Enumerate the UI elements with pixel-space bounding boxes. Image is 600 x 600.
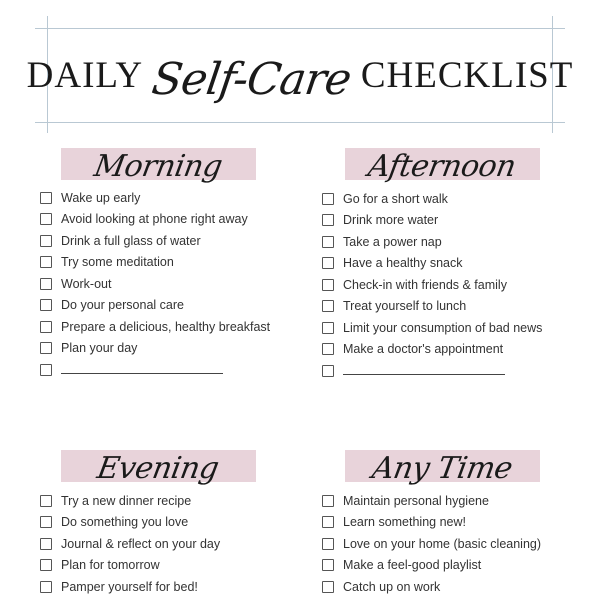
title-frame-top-line (35, 28, 565, 29)
checkbox[interactable] (322, 300, 334, 312)
checkbox[interactable] (40, 321, 52, 333)
item-label: Try a new dinner recipe (61, 493, 192, 508)
checklist-item-blank (322, 360, 542, 382)
checklist-item (322, 274, 542, 296)
checkbox[interactable] (40, 235, 52, 247)
anytime-header-label: Any Time (369, 451, 515, 486)
checkbox[interactable] (322, 559, 334, 571)
page-title (26, 40, 574, 110)
title-frame-bottom-line (35, 122, 565, 123)
item-label: Have a healthy snack (343, 256, 463, 271)
checklist-item (322, 339, 542, 361)
checkbox[interactable] (322, 257, 334, 269)
blank-write-in-line[interactable] (61, 373, 223, 374)
checkbox[interactable] (322, 365, 334, 377)
checklist-item (322, 231, 542, 253)
checklist-item-blank (40, 359, 270, 381)
item-label: Journal & reflect on your day (61, 536, 221, 551)
checklist-item (40, 316, 270, 338)
item-label: Catch up on work (343, 579, 441, 594)
checklist-item (40, 555, 220, 577)
evening-header-label: Evening (94, 451, 222, 486)
title-word-daily: DAILY (26, 54, 144, 96)
checkbox[interactable] (40, 342, 52, 354)
checkbox[interactable] (40, 364, 52, 376)
checkbox[interactable] (322, 322, 334, 334)
title-word-checklist: CHECKLIST (360, 54, 574, 96)
checkbox[interactable] (40, 299, 52, 311)
checkbox[interactable] (322, 581, 334, 593)
evening-checklist (40, 490, 220, 598)
item-label: Do your personal care (61, 298, 184, 313)
item-label: Plan your day (61, 341, 138, 356)
checkbox[interactable] (322, 495, 334, 507)
checkbox[interactable] (40, 192, 52, 204)
checkbox[interactable] (40, 538, 52, 550)
item-label: Do something you love (61, 515, 189, 530)
afternoon-header-label: Afternoon (365, 149, 519, 184)
checkbox[interactable] (40, 278, 52, 290)
anytime-checklist (322, 490, 541, 598)
checklist-item (40, 533, 220, 555)
item-label: Make a feel-good playlist (343, 558, 482, 573)
morning-header-label: Morning (91, 149, 225, 184)
checklist-item (322, 533, 541, 555)
checklist-item (40, 209, 270, 231)
checklist-item (322, 512, 541, 534)
item-label: Learn something new! (343, 515, 466, 530)
checkbox[interactable] (40, 213, 52, 225)
checklist-item (322, 253, 542, 275)
checkbox[interactable] (40, 559, 52, 571)
checklist-item (40, 490, 220, 512)
checklist-item (40, 338, 270, 360)
afternoon-header (345, 148, 540, 184)
checklist-item (40, 252, 270, 274)
checklist-item (40, 230, 270, 252)
checklist-item (40, 187, 270, 209)
checklist-item (322, 210, 542, 232)
checkbox[interactable] (322, 236, 334, 248)
checklist-item (322, 490, 541, 512)
item-label: Make a doctor's appointment (343, 342, 504, 357)
item-label: Take a power nap (343, 234, 442, 249)
item-label: Treat yourself to lunch (343, 299, 467, 314)
checkbox[interactable] (40, 516, 52, 528)
checklist-item (40, 295, 270, 317)
checkbox[interactable] (322, 214, 334, 226)
checklist-item (322, 555, 541, 577)
afternoon-checklist (322, 188, 542, 382)
item-label: Love on your home (basic cleaning) (343, 536, 542, 551)
item-label: Drink more water (343, 213, 439, 228)
checkbox[interactable] (40, 495, 52, 507)
checklist-item (40, 273, 270, 295)
evening-header (61, 450, 256, 486)
item-label: Go for a short walk (343, 191, 448, 206)
item-label: Check-in with friends & family (343, 277, 507, 292)
checkbox[interactable] (322, 538, 334, 550)
item-label: Try some meditation (61, 255, 174, 270)
anytime-header (345, 450, 540, 486)
title-word-self-care: Self-Care (148, 53, 354, 105)
morning-checklist (40, 187, 270, 381)
checklist-item (40, 512, 220, 534)
item-label: Work-out (61, 276, 112, 291)
blank-write-in-line[interactable] (343, 374, 505, 375)
checklist-item (322, 317, 542, 339)
item-label: Wake up early (61, 190, 141, 205)
morning-header (61, 148, 256, 184)
item-label: Drink a full glass of water (61, 233, 201, 248)
item-label: Avoid looking at phone right away (61, 212, 248, 227)
item-label: Pamper yourself for bed! (61, 579, 198, 594)
checkbox[interactable] (322, 343, 334, 355)
checklist-item (322, 576, 541, 598)
checklist-item (322, 296, 542, 318)
checkbox[interactable] (322, 516, 334, 528)
checkbox[interactable] (322, 279, 334, 291)
item-label: Maintain personal hygiene (343, 493, 489, 508)
checklist-item (40, 576, 220, 598)
item-label: Prepare a delicious, healthy breakfast (61, 319, 271, 334)
checkbox[interactable] (40, 581, 52, 593)
item-label: Plan for tomorrow (61, 558, 160, 573)
item-label: Limit your consumption of bad news (343, 320, 543, 335)
checkbox[interactable] (322, 193, 334, 205)
checklist-item (322, 188, 542, 210)
checkbox[interactable] (40, 256, 52, 268)
